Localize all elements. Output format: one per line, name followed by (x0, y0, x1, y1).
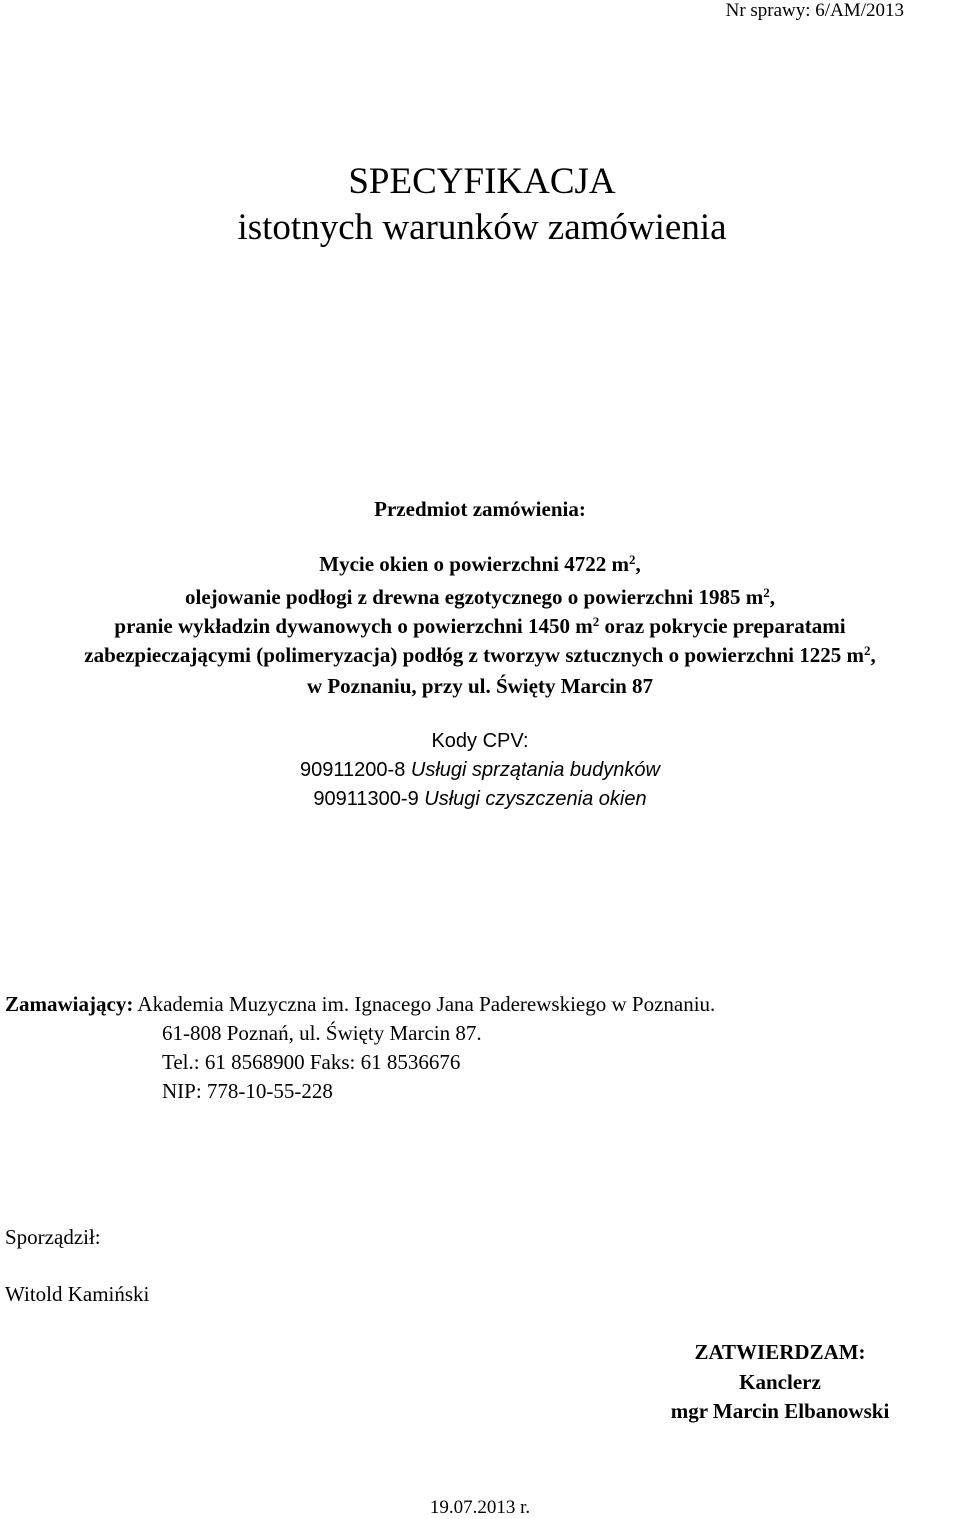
document-date: 19.07.2013 r. (429, 1497, 531, 1518)
subject-text: zabezpieczającymi (polimeryzacja) podłóg z tworzyw sztucznych o powierzchni 1225 m (84, 643, 864, 667)
cpv-item (0, 788, 960, 811)
cpv-heading: Kody CPV: (431, 730, 529, 752)
subject-tail: , (635, 552, 641, 576)
subject-text: Mycie okien o powierzchni 4722 m (319, 552, 629, 576)
ordering-party-address: 61-808 Poznań, ul. Święty Marcin 87. (162, 1021, 482, 1045)
subject-line (0, 643, 960, 668)
cpv-item (0, 759, 960, 782)
document-subtitle: istotnych warunków zamówienia (237, 207, 727, 248)
subject-location: w Poznaniu, przy ul. Święty Marcin 87 (306, 674, 654, 698)
cpv-code: 90911200-8 (300, 759, 406, 781)
ordering-party-line (5, 992, 715, 1017)
subject-text: pranie wykładzin dywanowych o powierzchni 1450 m (114, 614, 593, 638)
approval-name: mgr Marcin Elbanowski (670, 1399, 890, 1423)
prepared-by-name: Witold Kamiński (5, 1282, 150, 1306)
subject-tail: , (870, 643, 876, 667)
subject-tail: oraz pokrycie preparatami (599, 614, 846, 638)
superscript: 2 (628, 551, 636, 567)
ordering-party-contact: Tel.: 61 8568900 Faks: 61 8536676 (162, 1050, 461, 1074)
subject-line (0, 614, 960, 639)
cpv-description: Usługi czyszczenia okien (424, 788, 647, 810)
subject-line (0, 552, 960, 577)
subject-line (0, 585, 960, 610)
cpv-description: Usługi sprzątania budynków (410, 759, 660, 781)
subject-text: olejowanie podłogi z drewna egzotycznego o powierzchni 1985 m (185, 585, 764, 609)
superscript: 2 (863, 642, 871, 658)
document-title: SPECYFIKACJA (348, 161, 616, 202)
subject-heading: Przedmiot zamówienia: (374, 497, 586, 521)
approval-role: Kanclerz (739, 1370, 821, 1394)
approval-heading: ZATWIERDZAM: (694, 1340, 866, 1364)
case-number: Nr sprawy: 6/AM/2013 (725, 0, 904, 21)
ordering-party-name: Akademia Muzyczna im. Ignacego Jana Paderewskiego w Poznaniu. (137, 992, 716, 1016)
subject-tail: , (769, 585, 775, 609)
superscript: 2 (763, 584, 770, 600)
prepared-by-label: Sporządził: (5, 1225, 101, 1249)
superscript: 2 (592, 613, 600, 629)
ordering-party-label: Zamawiający: (5, 992, 134, 1016)
ordering-party-nip: NIP: 778-10-55-228 (162, 1079, 333, 1103)
cpv-code: 90911300-9 (313, 788, 419, 810)
